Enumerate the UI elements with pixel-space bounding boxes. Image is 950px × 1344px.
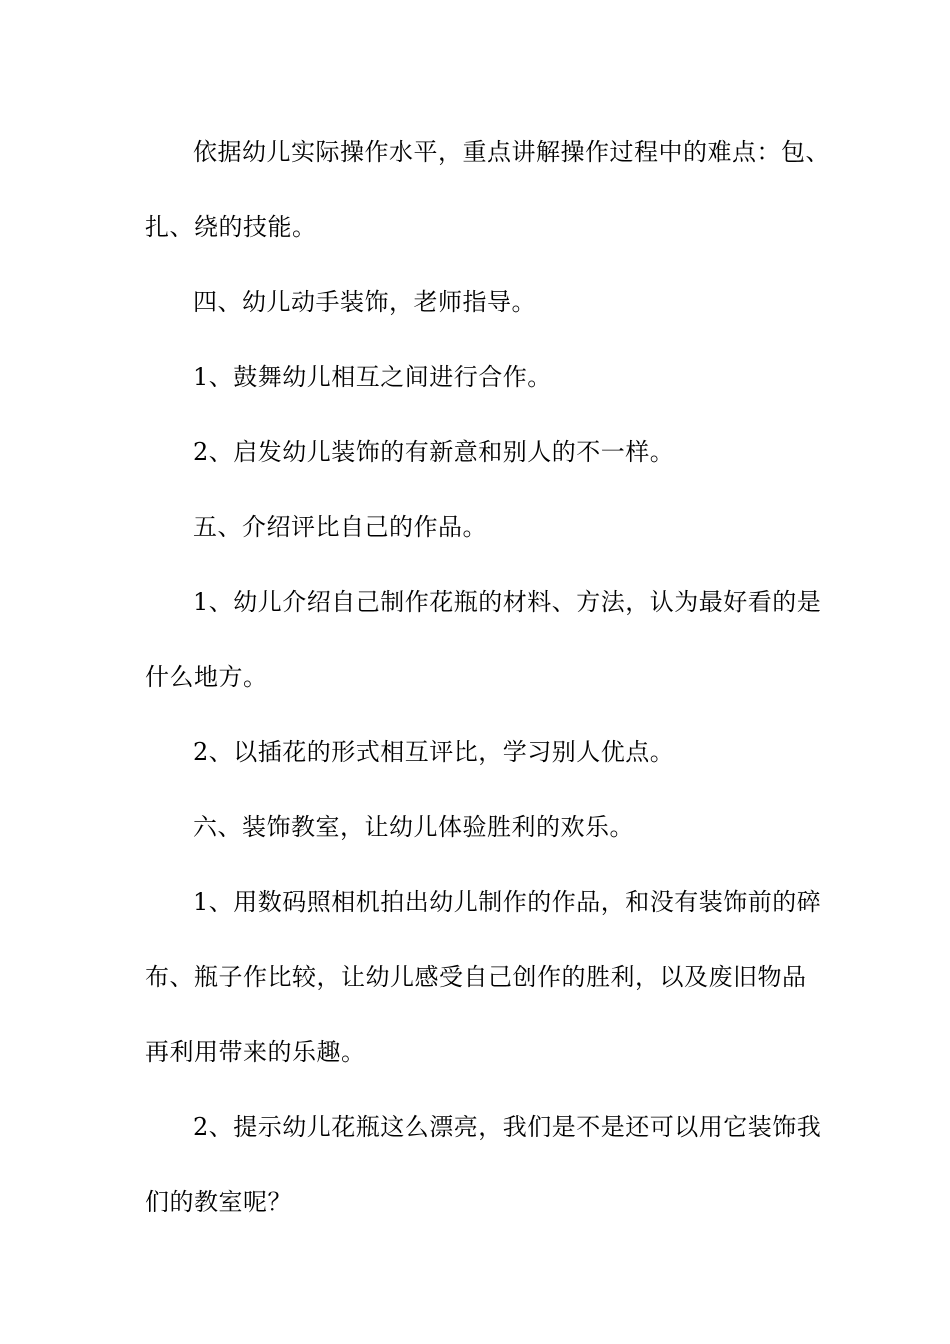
list-item-continuation: 再利用带来的乐趣。 <box>145 1038 366 1066</box>
list-item: 1、鼓舞幼儿相互之间进行合作。 <box>193 363 552 391</box>
list-item-continuation: 布、瓶子作比较，让幼儿感受自己创作的胜利，以及废旧物品 <box>145 963 807 991</box>
list-item: 1、用数码照相机拍出幼儿制作的作品，和没有装饰前的碎 <box>193 888 822 916</box>
list-item: 2、提示幼儿花瓶这么漂亮，我们是不是还可以用它装饰我 <box>193 1113 822 1141</box>
list-item: 2、以插花的形式相互评比，学习别人优点。 <box>193 738 675 766</box>
section-heading: 四、幼儿动手装饰，老师指导。 <box>193 288 536 316</box>
list-item-continuation: 们的教室呢？ <box>145 1188 292 1216</box>
paragraph-line: 扎、绕的技能。 <box>145 213 317 241</box>
document-body <box>145 128 845 1253</box>
list-item-continuation: 什么地方。 <box>145 663 268 691</box>
section-heading: 五、介绍评比自己的作品。 <box>193 513 487 541</box>
list-item: 2、启发幼儿装饰的有新意和别人的不一样。 <box>193 438 675 466</box>
section-heading: 六、装饰教室，让幼儿体验胜利的欢乐。 <box>193 813 634 841</box>
list-item: 1、幼儿介绍自己制作花瓶的材料、方法，认为最好看的是 <box>193 588 822 616</box>
paragraph-line: 依据幼儿实际操作水平，重点讲解操作过程中的难点：包、 <box>193 138 830 166</box>
